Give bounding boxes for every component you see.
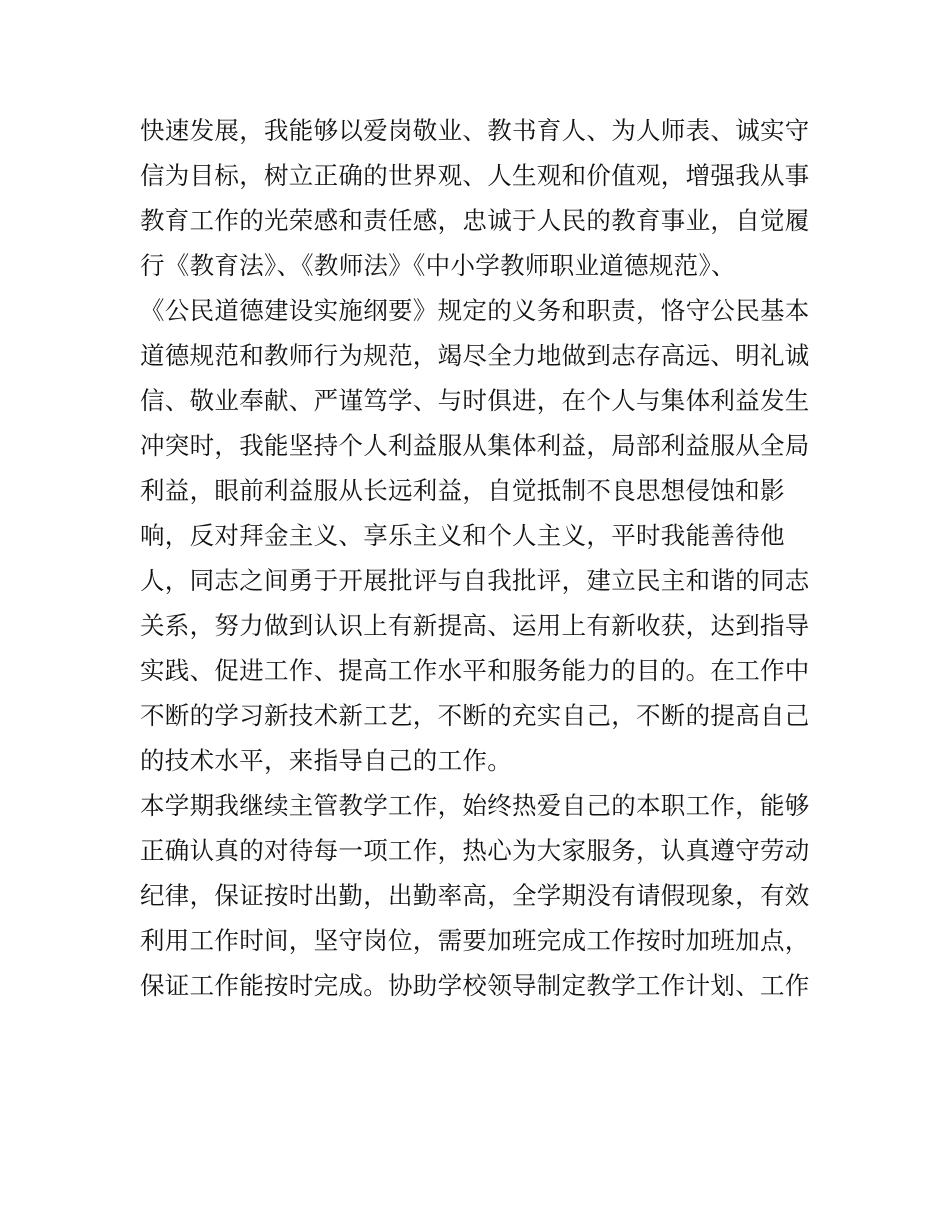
text-line: 利用工作时间，坚守岗位，需要加班完成工作按时加班加点， — [140, 926, 810, 955]
text-line: 行《教育法》、《教师法》《中小学教师职业道德规范》、 — [140, 251, 736, 280]
text-line: 保证工作能按时完成。协助学校领导制定教学工作计划、工作 — [140, 971, 810, 1000]
text-line: 信、敬业奉献、严谨笃学、与时俱进，在个人与集体利益发生 — [140, 386, 810, 415]
text-line: 本学期我继续主管教学工作，始终热爱自己的本职工作，能够 — [140, 791, 810, 820]
text-line: 实践、促进工作、提高工作水平和服务能力的目的。在工作中 — [140, 656, 810, 685]
text-line: 利益，眼前利益服从长远利益，自觉抵制不良思想侵蚀和影 — [140, 476, 785, 505]
body-text — [140, 108, 840, 1008]
text-line: 道德规范和教师行为规范，竭尽全力地做到志存高远、明礼诚 — [140, 341, 810, 370]
text-line: 教育工作的光荣感和责任感，忠诚于人民的教育事业，自觉履 — [140, 206, 810, 235]
text-line: 《公民道德建设实施纲要》规定的义务和职责，恪守公民基本 — [140, 296, 810, 325]
text-line: 正确认真的对待每一项工作，热心为大家服务，认真遵守劳动 — [140, 836, 810, 865]
text-line: 不断的学习新技术新工艺，不断的充实自己，不断的提高自己 — [140, 701, 810, 730]
text-line: 纪律，保证按时出勤，出勤率高，全学期没有请假现象，有效 — [140, 881, 810, 910]
text-line: 冲突时，我能坚持个人利益服从集体利益，局部利益服从全局 — [140, 431, 810, 460]
text-line: 响，反对拜金主义、享乐主义和个人主义，平时我能善待他 — [140, 521, 785, 550]
text-line: 信为目标，树立正确的世界观、人生观和价值观，增强我从事 — [140, 161, 810, 190]
text-line: 人，同志之间勇于开展批评与自我批评，建立民主和谐的同志 — [140, 566, 810, 595]
text-line: 的技术水平，来指导自己的工作。 — [140, 746, 512, 775]
text-line: 快速发展，我能够以爱岗敬业、教书育人、为人师表、诚实守 — [140, 116, 810, 145]
text-line: 关系，努力做到认识上有新提高、运用上有新收获，达到指导 — [140, 611, 810, 640]
